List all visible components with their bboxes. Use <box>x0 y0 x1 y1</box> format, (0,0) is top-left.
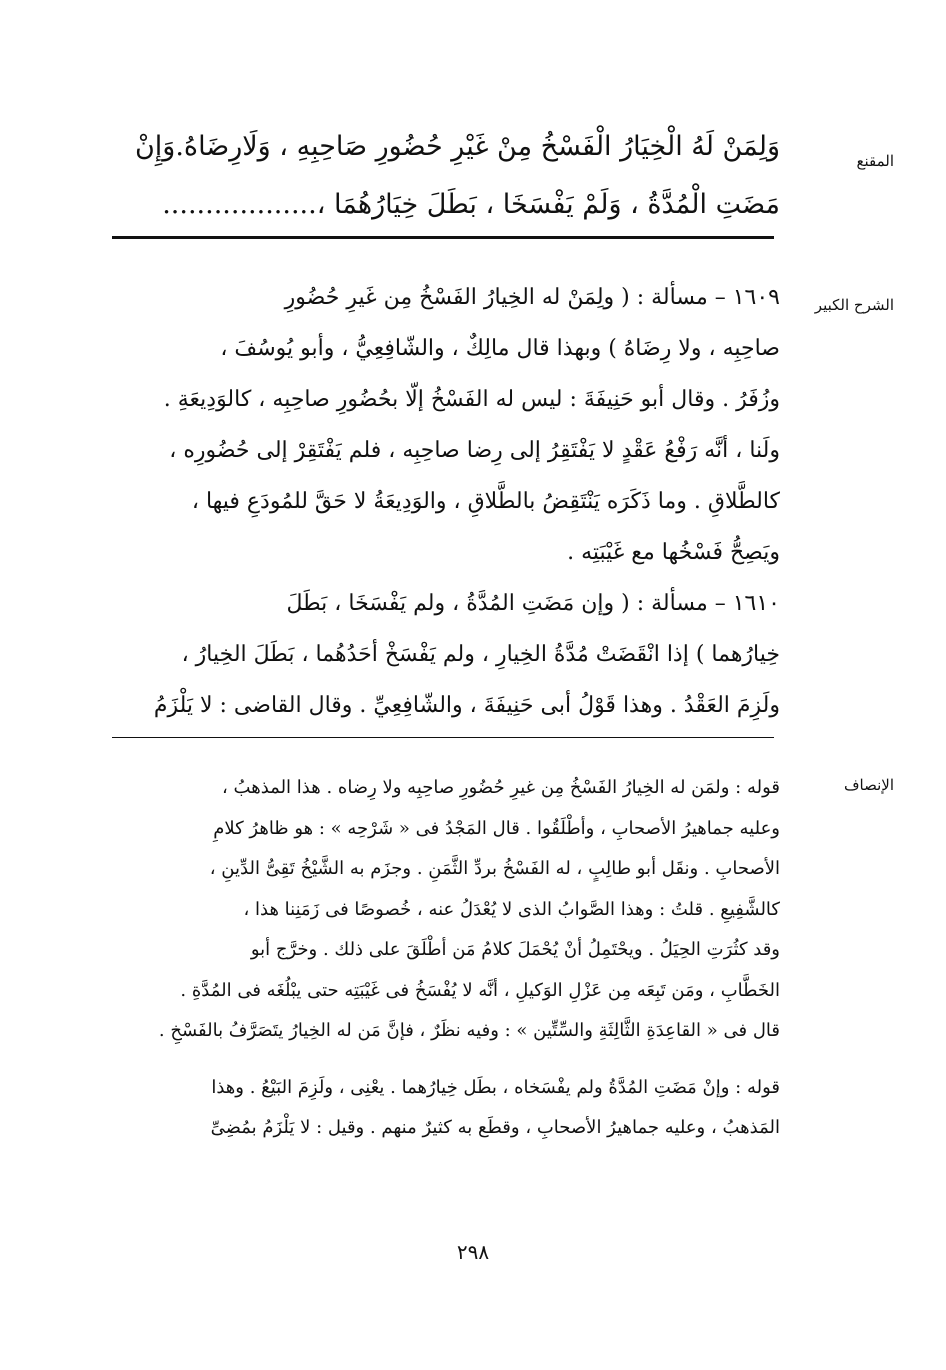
sharh-label: الشرح الكبير <box>814 296 894 314</box>
insaf-line-3: الأصحابِ . ونقَل أبو طالِبٍ ، له الفَسْخُ بردِّ الثَّمَنِ . وجزَم به الشَّيْخُ تَقِىُّ الدِّينِ ، <box>209 858 780 879</box>
insaf-line-5: وقد كثُرَتِ الحِيَلُ . ويحْتَمِلُ أنْ يُحْمَلَ كلامُ مَن أطْلَقَ على ذلك . وخرَّج أبو <box>250 939 780 960</box>
sharh-line-9: ولَزِمَ العَقْدُ . وهذا قَوْلُ أبى حَنِيفَةَ ، والشّافِعِيِّ . وقال القاضى : لا يَلْزَمُ <box>153 693 780 718</box>
muqni-line-1: وَلِمَنْ لَهُ الْخِيَارُ الْفَسْخُ مِنْ غَيْرِ حُضُورِ صَاحِبِهِ ، وَلَارِضَاهُ.وَإِنْ <box>134 131 780 162</box>
paragraph-gap <box>100 1052 780 1068</box>
insaf-label: الإنصاف <box>843 776 894 794</box>
sharh-line-5: كالطَّلاقِ . وما ذَكَرَه يَنْتَقِضُ بالطَّلاقِ ، والوَدِيعَةُ لا حَقَّ للمُودَعِ فيها ، <box>191 489 780 514</box>
sharh-line-4: ولَنا ، أنَّه رَفْعُ عَقْدٍ لا يَفْتَقِرُ إلى رِضا صاحِبِه ، فلم يَفْتَقِرْ إلى حُضُورِه ، <box>169 438 780 463</box>
sharh-divider <box>112 737 774 738</box>
insaf-text <box>100 768 780 1149</box>
insaf-line-2: وعليه جماهيرُ الأصحابِ ، وأطْلَقُوا . قال المَجْدُ فى « شَرْحِه » : هو ظاهرُ كلامِ <box>213 817 780 839</box>
insaf-line-4: كالشَّفِيعِ . قلتُ : وهذا الصَّوابُ الذى لا يُعْدَلُ عنه ، خُصوصًا فى زَمَنِنا هذا ، <box>243 898 780 920</box>
muqni-line-2: مَضَتِ الْمُدَّةُ ، وَلَمْ يَفْسَخَا ، بَطَلَ خِيَارُهُمَا ،.................. <box>162 189 780 220</box>
sharh-line-8: خِيارُهما ) إذا انْقَضَتْ مُدَّةُ الخِيارِ ، ولم يَفْسَخْ أحَدُهُما ، بَطَلَ الخِيارُ ، <box>181 642 780 667</box>
muqni-divider <box>112 236 774 239</box>
sharh-line-2: صاحِبِه ، ولا رِضَاهُ ) وبهذا قال مالِكٌ ، والشّافِعِيُّ ، وأبو يُوسُفَ ، <box>220 336 780 361</box>
sharh-line-6: ويَصِحُّ فَسْخُها مع غَيْبَتِه . <box>567 540 780 565</box>
insaf-line-7: قال فى « القاعِدَةِ الثَّالِثَةِ والسِّتِّين » : وفيه نظَرٌ ، فإنَّ مَن له الخِيارُ يتَصَرَّفُ بالفَسْخِ . <box>158 1020 780 1041</box>
insaf-line-1: قوله : ولمَن له الخِيارُ الفَسْخُ مِن غيرِ حُضُورِ صاحِبِه ولا رِضاه . هذا المذهبُ ، <box>222 777 780 798</box>
page-number: ٢٩٨ <box>456 1240 490 1264</box>
sharh-text <box>100 272 780 731</box>
insaf-line-9: المَذهبُ ، وعليه جماهيرُ الأصحابِ ، وقطَع به كثيرٌ منهم . وقيل : لا يَلْزَمُ بمُضِىِّ <box>210 1117 780 1138</box>
sharh-line-7: ١٦١٠ – مسألة : ( وإن مَضَتِ المُدَّةُ ، ولم يَفْسَخَا ، بَطَلَ <box>286 591 780 616</box>
sharh-line-1: ١٦٠٩ – مسألة : ( ولِمَنْ له الخِيارُ الفَسْخُ مِن غَيرِ حُضُورِ <box>284 285 780 310</box>
sharh-line-3: وزُفَرُ . وقال أبو حَنِيفَةَ : ليس له الفَسْخُ إلّا بحُضُورِ صاحِبِه ، كالوَدِيعَةِ . <box>163 387 780 412</box>
insaf-line-8: قوله : وإنْ مَضَتِ المُدَّةُ ولم يفْسَخاه ، بطَل خِيارُهما . يعْنِى ، ولَزِمَ البَيْعُ . وهذا <box>211 1076 780 1098</box>
insaf-line-6: الخَطَّابِ ، ومَن تَبِعَه مِن عَزْلِ الوَكيلِ ، أنَّه لا يُفْسَخُ فى غَيْبَتِه حتى يبْلُغَه فى المُدَّةِ . <box>180 979 780 1001</box>
muqni-text <box>100 118 780 234</box>
muqni-label: المقنع <box>856 152 894 170</box>
